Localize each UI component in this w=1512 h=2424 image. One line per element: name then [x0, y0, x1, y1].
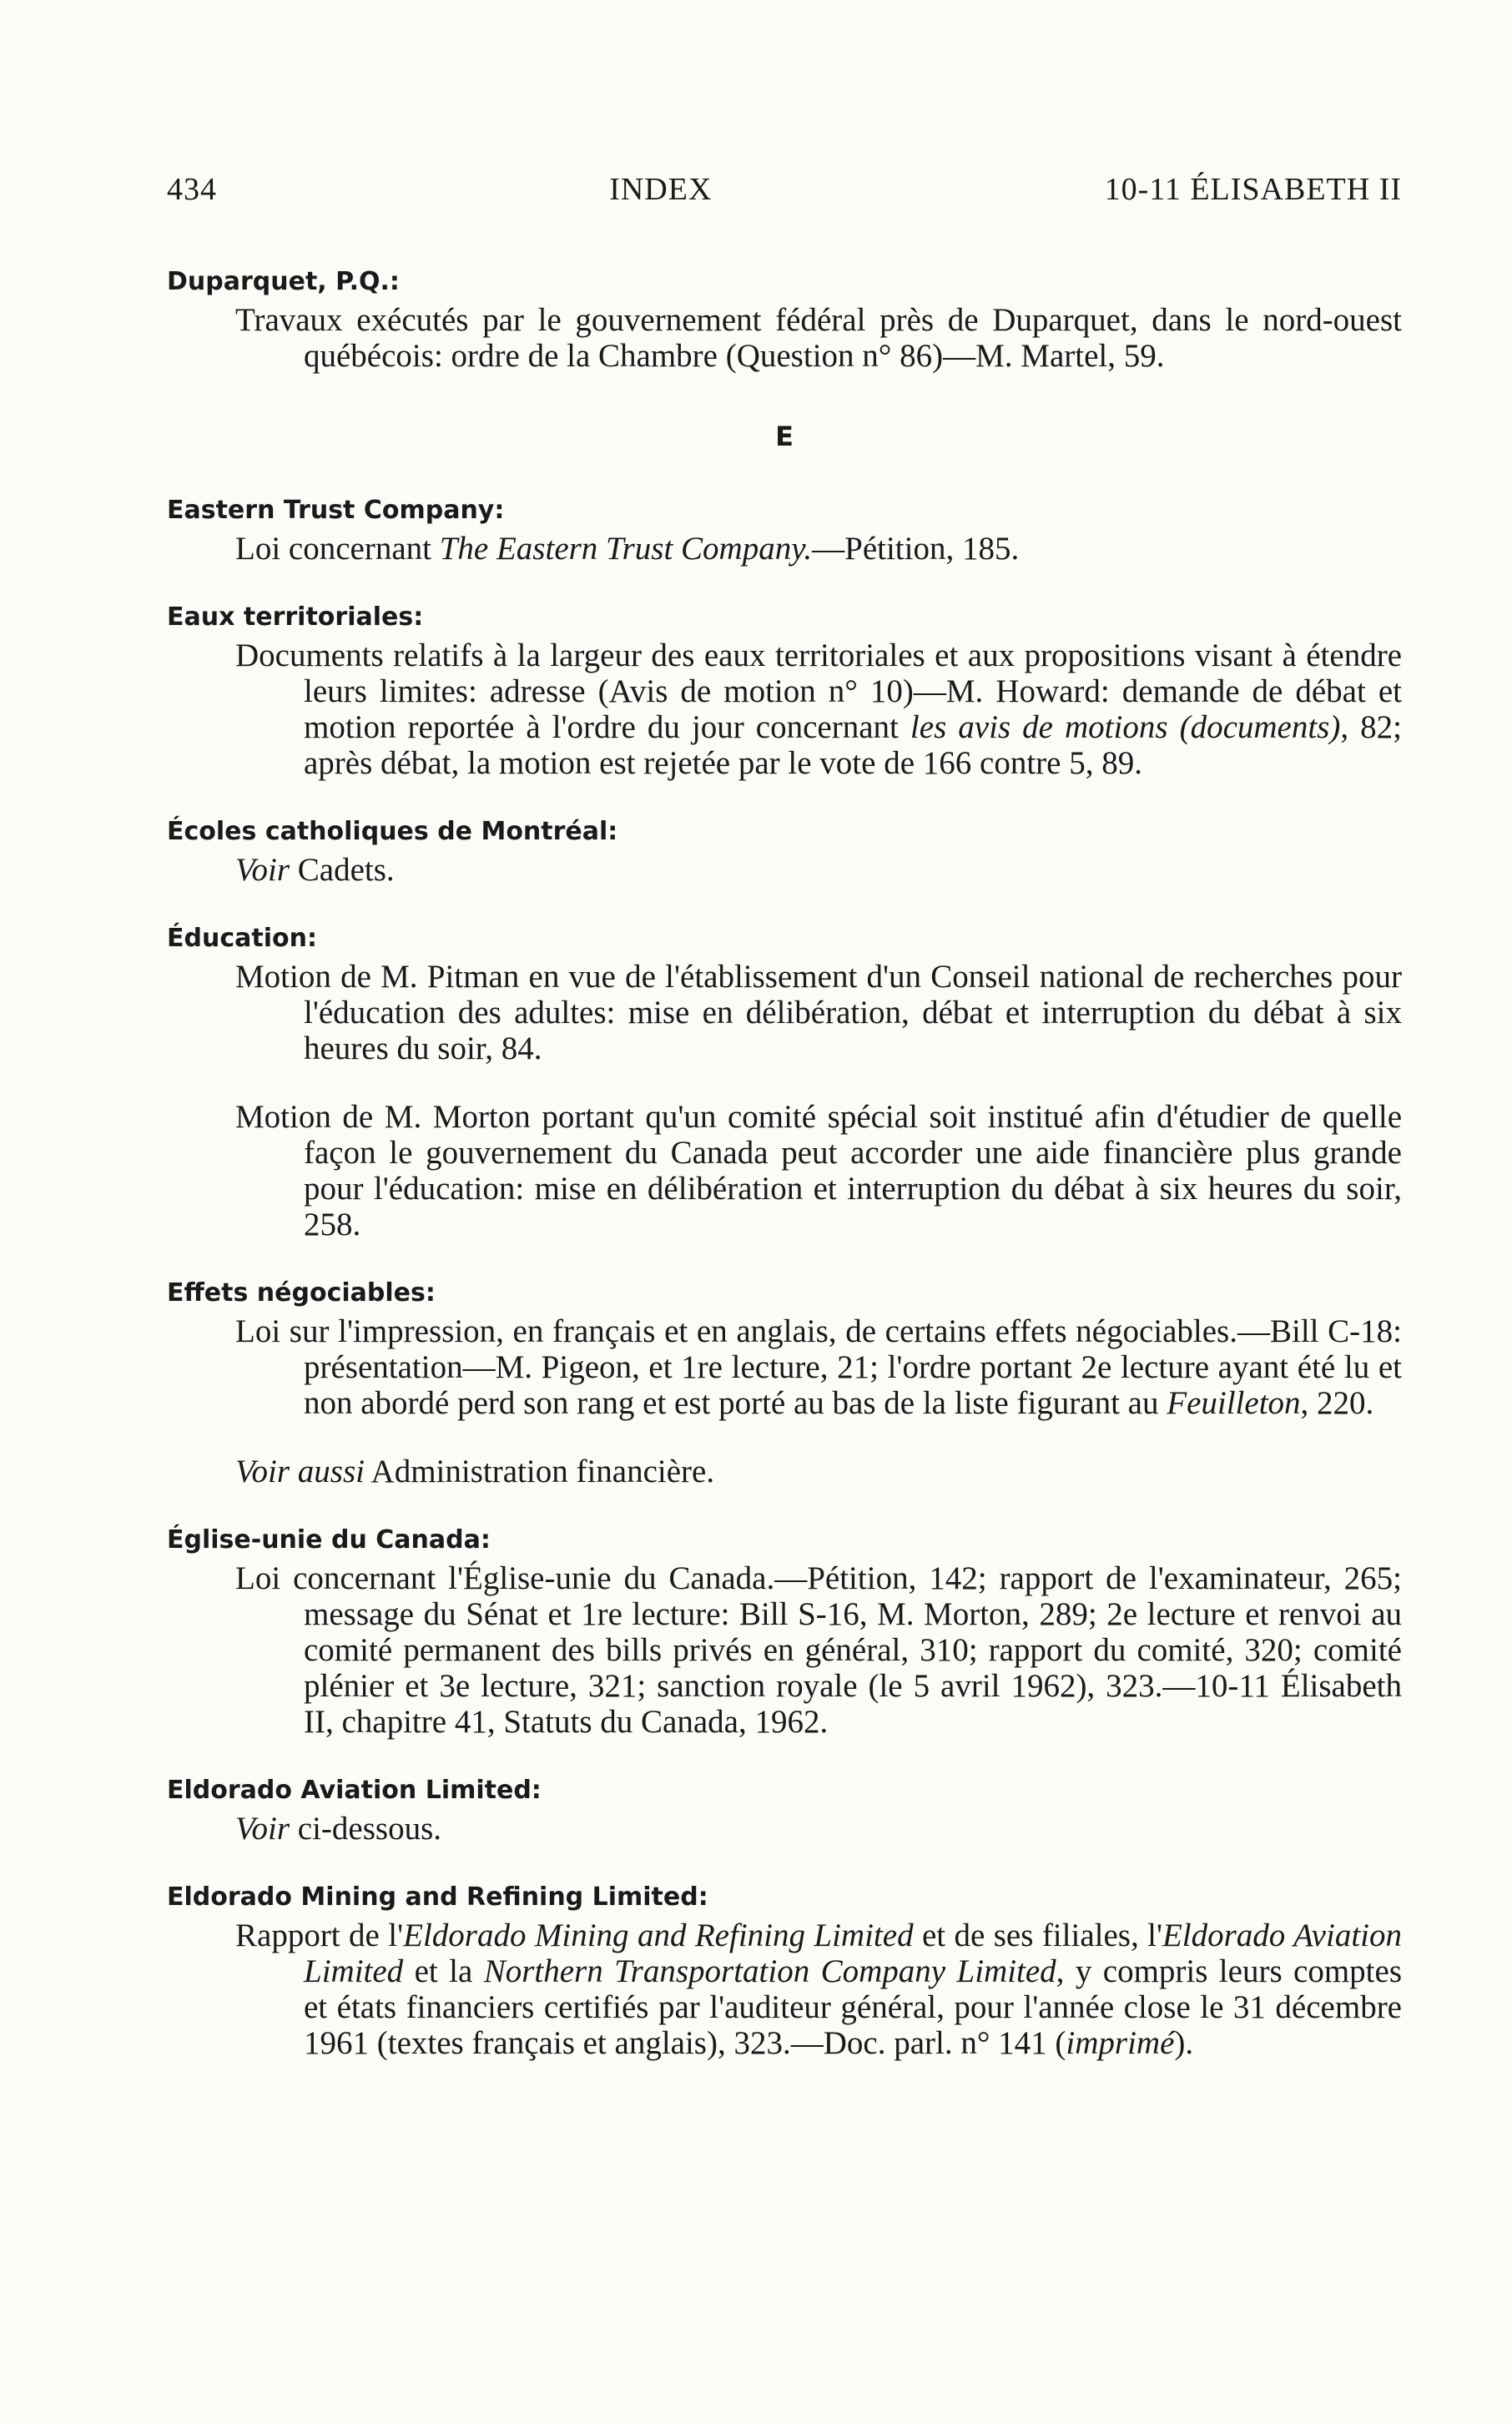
entry-heading: Écoles catholiques de Montréal: [167, 817, 618, 846]
entry-text: Voir ci-dessous. [235, 1811, 441, 1847]
entry-heading: Eastern Trust Company: [167, 496, 505, 525]
index-entry-effets [167, 1277, 1402, 1489]
entry-text: Motion de M. Pitman en vue de l'établissement d'un Conseil national de recherches pour l'éducation des adultes: mise en délibération, débat et interruption du débat à six heures du soir, 84. [235, 959, 1402, 1066]
running-title: INDEX [609, 172, 713, 207]
entry-heading: Éducation: [167, 924, 317, 953]
entry-cross-reference: Voir aussi Administration financière. [235, 1454, 715, 1489]
entry-text: Motion de M. Morton portant qu'un comité spécial soit institué afin d'étudier de quelle façon le gouvernement du Canada peut accorder une aide financière plus grande pour l'éducation: mise en délibération et interruption du débat à six heures du soir, 258. [235, 1099, 1402, 1242]
entry-heading: Eldorado Mining and Refining Limited: [167, 1882, 708, 1912]
index-entry-eldorado-aviation [167, 1774, 1402, 1847]
entry-heading: Église-unie du Canada: [167, 1525, 491, 1555]
entry-heading: Duparquet, P.Q.: [167, 267, 400, 296]
index-entry-duparquet [167, 265, 1402, 374]
running-head [167, 171, 1402, 208]
entry-text: Rapport de l'Eldorado Mining and Refining Limited et de ses filiales, l'Eldorado Aviation Limited et la Northern Transportation Company Limited, y compris leurs comptes et états financiers certifiés par l'auditeur général, pour l'année close le 31 décembre 1961 (textes français et anglais), 323.—Doc. parl. n° 141 (imprimé). [235, 1918, 1402, 2061]
section-letter: E [775, 421, 794, 452]
index-entry-eastern-trust [167, 494, 1402, 567]
index-entry-eldorado-mining [167, 1881, 1402, 2061]
index-entry-eaux-territoriales [167, 601, 1402, 781]
index-entry-ecoles [167, 815, 1402, 888]
entry-text: Documents relatifs à la largeur des eaux territoriales et aux propositions visant à étendre leurs limites: adresse (Avis de motion n° 10)—M. Howard: demande de débat et motion reportée à l'ordre du jour concernant les avis de motions (documents), 82; après débat, la motion est rejetée par le vote de 166 contre 5, 89. [235, 637, 1402, 781]
entry-text: Loi concernant The Eastern Trust Company.—Pétition, 185. [235, 531, 1020, 567]
index-entry-education [167, 922, 1402, 1242]
page-number: 434 [167, 172, 217, 207]
index-body [167, 265, 1402, 2095]
entry-text: Travaux exécutés par le gouvernement fédéral près de Duparquet, dans le nord-ouest québécois: ordre de la Chambre (Question n° 86)—M. Martel, 59. [235, 302, 1402, 374]
entry-text: Loi sur l'impression, en français et en anglais, de certains effets négociables.—Bill C-18: présentation—M. Pigeon, et 1re lecture, 21; l'ordre portant 2e lecture ayant été lu et non abordé perd son rang et est porté au bas de la liste figurant au Feuilleton, 220. [235, 1313, 1402, 1421]
entry-heading: Effets négociables: [167, 1278, 436, 1308]
index-entry-eglise-unie [167, 1524, 1402, 1740]
entry-heading: Eldorado Aviation Limited: [167, 1776, 542, 1805]
entry-text: Loi concernant l'Église-unie du Canada.—Pétition, 142; rapport de l'examinateur, 265; message du Sénat et 1re lecture: Bill S-16, M. Morton, 289; 2e lecture et renvoi au comité permanent des bills privés en général, 310; rapport du comité, 320; comité plénier et 3e lecture, 321; sanction royale (le 5 avril 1962), 323.—10-11 Élisabeth II, chapitre 41, Statuts du Canada, 1962. [235, 1560, 1402, 1740]
entry-heading: Eaux territoriales: [167, 602, 424, 632]
entry-text: Voir Cadets. [235, 852, 395, 888]
running-volume: 10-11 ÉLISABETH II [1104, 172, 1402, 207]
